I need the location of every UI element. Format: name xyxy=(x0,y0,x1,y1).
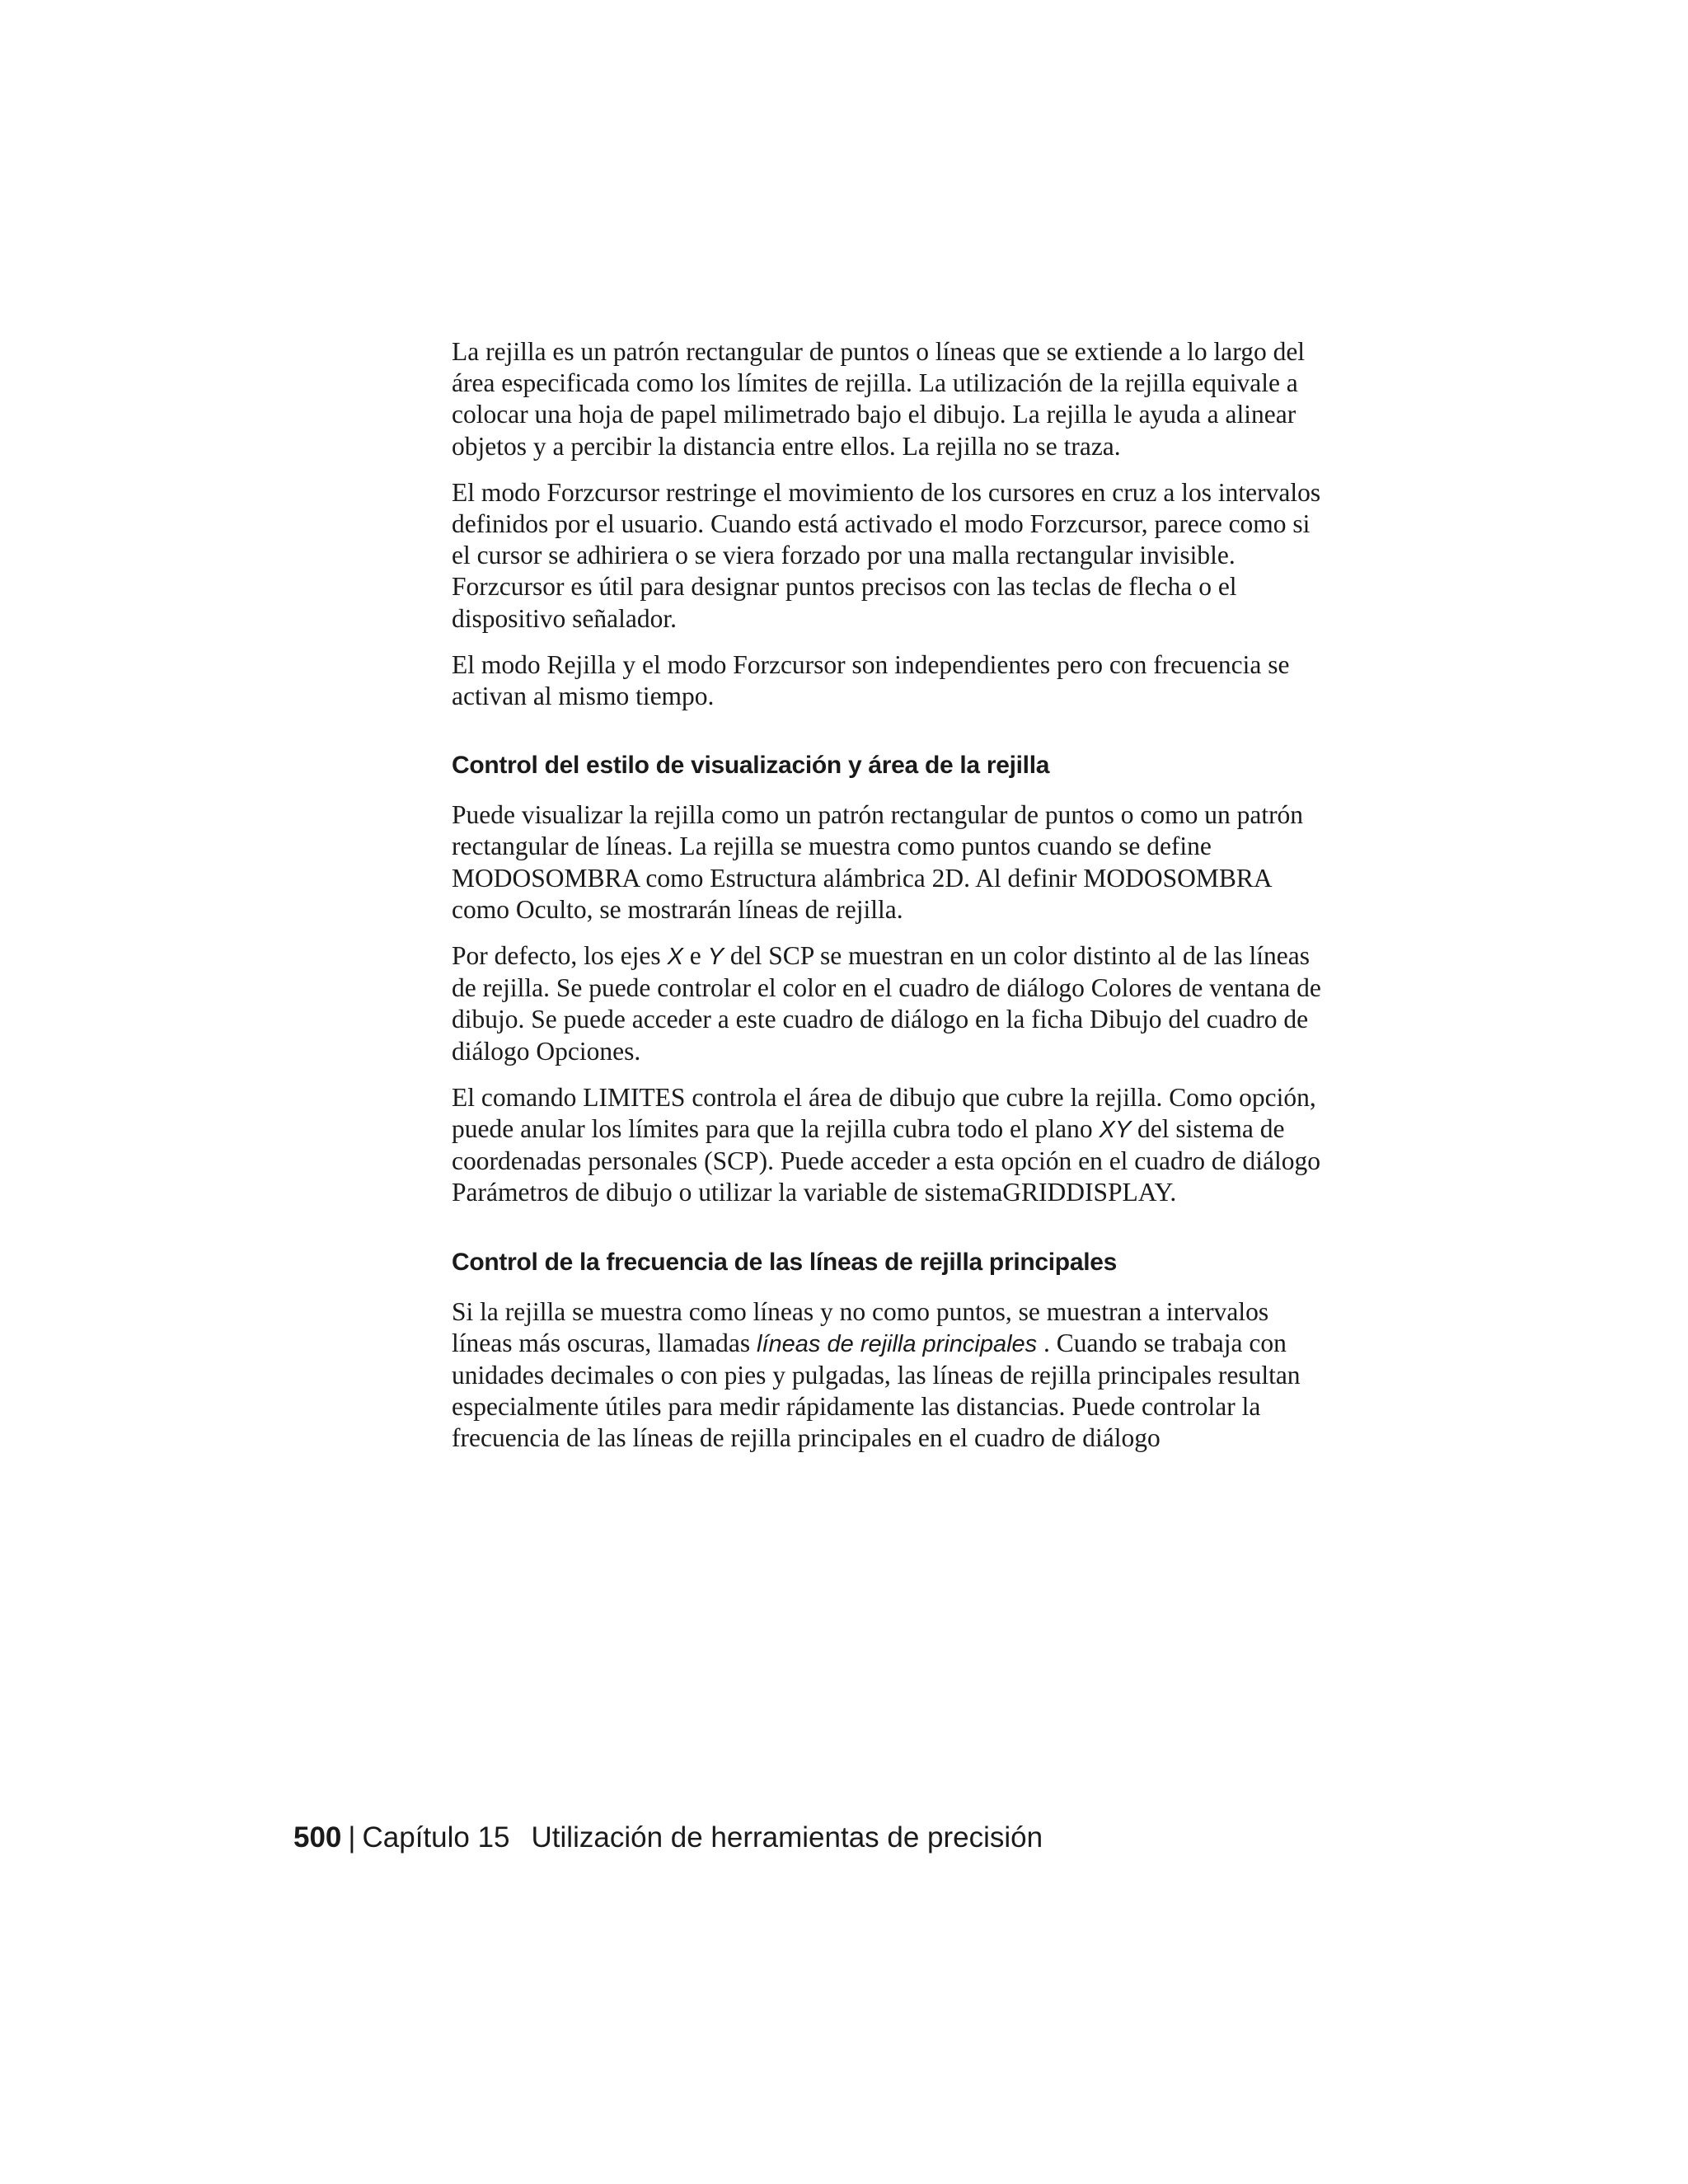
text-run: El comando LIMITES controla el área de dibujo que cubre la rejilla. Como opción, puede anular los límites para que la rejilla cubra todo el plano xyxy=(452,1082,1316,1144)
major-lines-paragraph xyxy=(452,1296,1327,1455)
axis-color-paragraph xyxy=(452,940,1327,1067)
text-run: Si la rejilla se muestra como líneas y no como puntos, se muestran a intervalos líneas más oscuras, llamadas xyxy=(452,1296,1269,1357)
chapter-label: Capítulo 15 xyxy=(362,1821,510,1854)
section-heading-display-style: Control del estilo de visualización y área de la rejilla xyxy=(452,752,1050,780)
page-number: 500 xyxy=(293,1821,342,1854)
axis-x-label: X xyxy=(667,944,683,971)
intro-paragraph-snap: El modo Forzcursor restringe el movimiento de los cursores en cruz a los intervalos definidos por el usuario. Cuando está activado el modo Forzcursor, parece como si el cursor se adhiriera o se viera forzado por una malla rectangular invisible. Forzcursor es útil para designar puntos precisos con las teclas de flecha o el dispositivo señalador. xyxy=(452,477,1321,633)
page-content xyxy=(452,336,1327,1469)
limits-paragraph xyxy=(452,1082,1327,1209)
intro-paragraph-modes: El modo Rejilla y el modo Forzcursor son independientes pero con frecuencia se activan al mismo tiempo. xyxy=(452,649,1290,711)
text-run: del SCP se muestran en un color distinto al de las líneas de rejilla. Se puede controlar el color en el cuadro de diálogo Colores de ventana de dibujo. Se puede acceder a este cuadro de diálogo en la ficha Dibujo del cuadro de diálogo Opciones. xyxy=(452,941,1321,1066)
intro-paragraph-grid: La rejilla es un patrón rectangular de puntos o líneas que se extiende a lo largo del área especificada como los límites de rejilla. La utilización de la rejilla equivale a colocar una hoja de papel milimetrado bajo el dibujo. La rejilla le ayuda a alinear objetos y a percibir la distancia entre ellos. La rejilla no se traza. xyxy=(452,337,1306,461)
text-run: e xyxy=(682,941,708,971)
axis-y-label: Y xyxy=(707,944,724,971)
text-run: del sistema de coordenadas personales (SCP). Puede acceder a esta opción en el cuadro de diálogo Parámetros de dibujo o utilizar la variable de sistemaGRIDDISPLAY. xyxy=(452,1114,1320,1207)
footer-separator: | xyxy=(348,1821,356,1854)
text-run: Por defecto, los ejes xyxy=(452,941,668,971)
section-heading-major-lines: Control de la frecuencia de las líneas de rejilla principales xyxy=(452,1248,1118,1276)
xy-plane-label: XY xyxy=(1099,1117,1132,1144)
text-run: . Cuando se trabaja con unidades decimales o con pies y pulgadas, las líneas de rejilla principales resultan especialmente útiles para medir rápidamente las distancias. Puede controlar la frecuencia de las líneas de rejilla principales en el cuadro de diálogo xyxy=(452,1328,1301,1453)
major-lines-term: líneas de rejilla principales xyxy=(757,1330,1038,1357)
chapter-title: Utilización de herramientas de precisión xyxy=(531,1821,1043,1854)
display-style-paragraph: Puede visualizar la rejilla como un patrón rectangular de puntos o como un patrón rectangular de líneas. La rejilla se muestra como puntos cuando se define MODOSOMBRA como Estructura alámbrica 2D. Al definir MODOSOMBRA como Oculto, se mostrarán líneas de rejilla. xyxy=(452,800,1304,924)
page-footer xyxy=(293,1820,1043,1856)
